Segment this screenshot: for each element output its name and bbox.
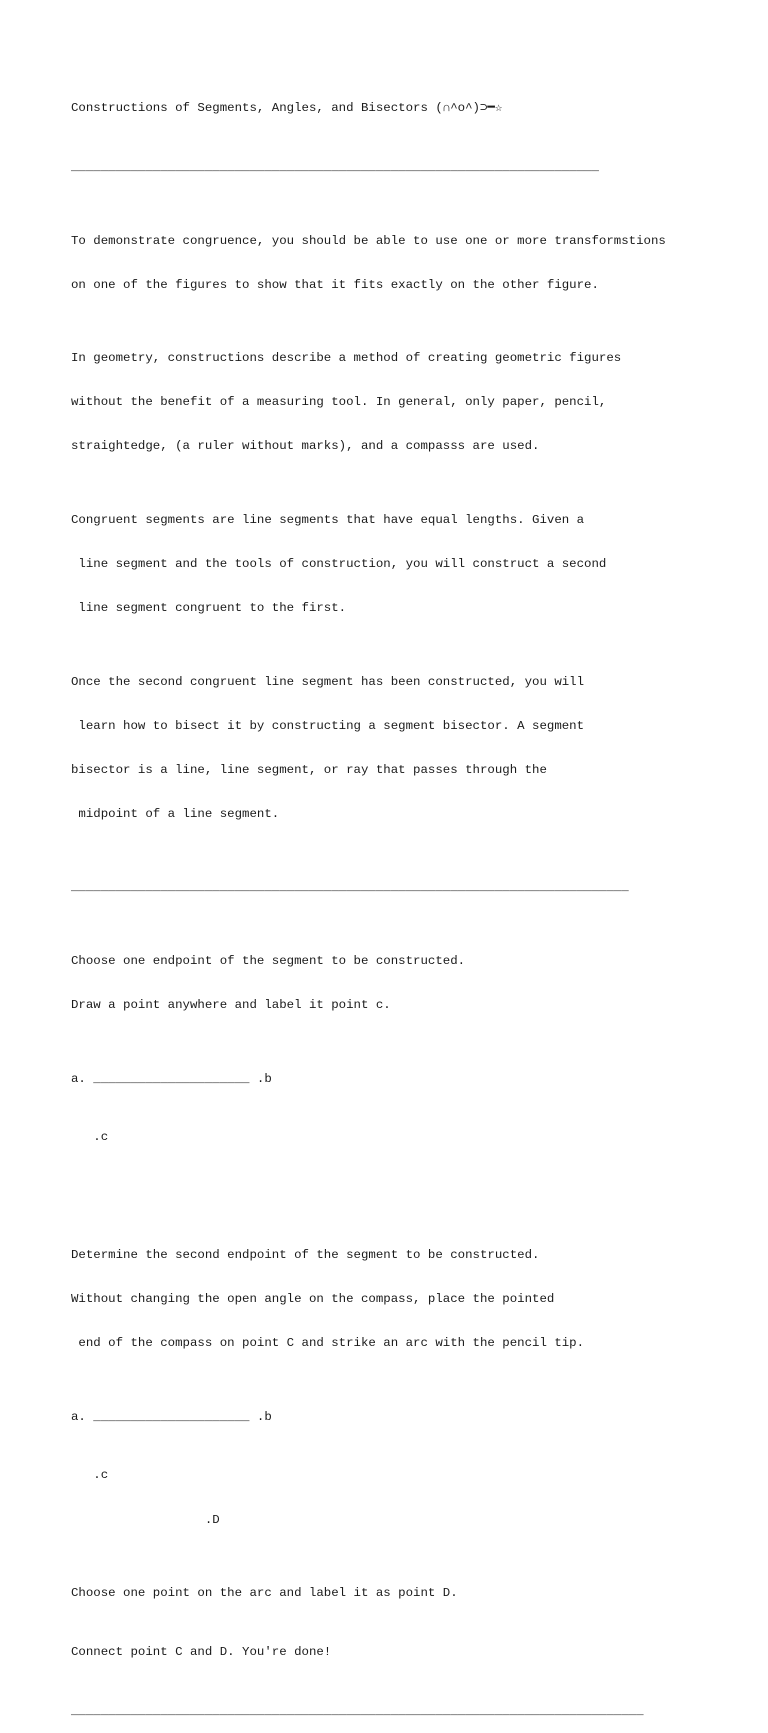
figure1-spacer [71,1189,761,1204]
step1-line-2: Draw a point anywhere and label it point c. [71,998,391,1013]
step3-text: Choose one point on the arc and label it as point D. [71,1586,458,1601]
figure2-point-c: .c [71,1468,109,1483]
step4-text: Connect point C and D. You're done! [71,1644,332,1659]
figure1-point-c: .c [71,1130,109,1145]
horizontal-rule: ___________________________________________________________________________ [71,880,629,895]
step2-line-3: end of the compass on point C and strike an arc with the pencil tip. [71,1336,585,1351]
definition-line-2: without the benefit of a measuring tool. In general, only paper, pencil, [71,395,607,410]
bisector-line-2: learn how to bisect it by constructing a segment bisector. A segment [71,718,585,733]
figure2-segment-ab: a. _____________________ .b [71,1409,272,1424]
horizontal-rule: _____________________________________________________________________________ [71,1703,644,1718]
figure2-point-d: .D [71,1512,220,1527]
congruent-line-2: line segment and the tools of construction, you will construct a second [71,557,607,572]
bisector-line-3: bisector is a line, line segment, or ray that passes through the [71,762,547,777]
bisector-line-1: Once the second congruent line segment has been constructed, you will [71,674,585,689]
intro-line-2: on one of the figures to show that it fits exactly on the other figure. [71,277,599,292]
step2-line-1: Determine the second endpoint of the segment to be constructed. [71,1247,540,1262]
intro-line-1: To demonstrate congruence, you should be able to use one or more transformstions [71,233,666,248]
congruent-line-3: line segment congruent to the first. [71,601,347,616]
step2-line-2: Without changing the open angle on the compass, place the pointed [71,1292,555,1307]
definition-line-1: In geometry, constructions describe a method of creating geometric figures [71,351,622,366]
horizontal-rule: _______________________________________________________________________ [71,160,599,175]
step1-line-1: Choose one endpoint of the segment to be constructed. [71,953,466,968]
bisector-line-4: midpoint of a line segment. [71,806,280,821]
definition-line-3: straightedge, (a ruler without marks), and a compasss are used. [71,439,540,454]
figure1-segment-ab: a. _____________________ .b [71,1071,272,1086]
page-title: Constructions of Segments, Angles, and Bisectors (∩^o^)⊃━☆ [71,101,503,116]
congruent-line-1: Congruent segments are line segments that have equal lengths. Given a [71,512,585,527]
document [71,72,761,1733]
